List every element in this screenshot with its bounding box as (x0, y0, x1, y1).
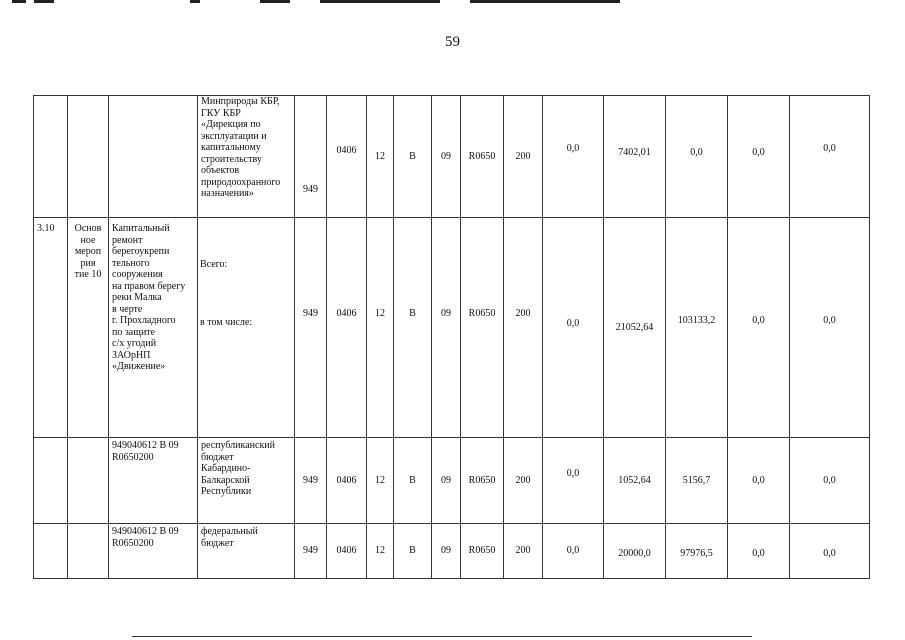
cs2-cell: В (394, 524, 432, 579)
row-status (68, 524, 109, 579)
rzpr-cell: 0406 (327, 218, 367, 438)
value-2023: 0,0 (790, 438, 870, 524)
value-2023: 0,0 (790, 96, 870, 218)
value-2019: 0,0 (543, 218, 604, 438)
row-executor: республиканский бюджет Кабардино- Балкарской Республики (198, 438, 295, 524)
cs2-cell: В (394, 438, 432, 524)
value-2019: 0,0 (543, 438, 604, 524)
value-2020: 20000,0 (604, 524, 666, 579)
row-name: 949040612 В 09 R0650200 (109, 438, 198, 524)
cs1-cell: 12 (367, 96, 394, 218)
row-name: 949040612 В 09 R0650200 (109, 524, 198, 579)
cs1-cell: 12 (367, 218, 394, 438)
row-status: Основ ное мероп рия тие 10 (68, 218, 109, 438)
grbs-cell: 949 (295, 96, 327, 218)
budget-table (33, 95, 870, 579)
value-2023: 0,0 (790, 524, 870, 579)
row-number: 3.10 (34, 218, 68, 438)
scan-artifact-top (0, 0, 905, 4)
footer-rule (132, 636, 752, 637)
cs4-cell: R0650 (461, 524, 504, 579)
table-row (34, 524, 870, 579)
value-2019: 0,0 (543, 524, 604, 579)
rzpr-cell: 0406 (327, 438, 367, 524)
vr-cell: 200 (504, 524, 543, 579)
value-2020: 21052,64 (604, 218, 666, 438)
cs4-cell: R0650 (461, 218, 504, 438)
row-name (109, 96, 198, 218)
row-number (34, 524, 68, 579)
table-row (34, 218, 870, 438)
row-name: Капитальный ремонт берегоукрепи тельного сооружения на правом берегу реки Малка в черте г. Прохладного по защите с/х угодий ЗАОрНП «Движение» (109, 218, 198, 438)
row-executor: федеральный бюджет (198, 524, 295, 579)
row-status (68, 438, 109, 524)
value-2020: 1052,64 (604, 438, 666, 524)
vr-cell: 200 (504, 438, 543, 524)
rzpr-cell: 0406 (327, 96, 367, 218)
value-2021: 103133,2 (666, 218, 728, 438)
value-2022: 0,0 (728, 96, 790, 218)
rzpr-cell: 0406 (327, 524, 367, 579)
cs1-cell: 12 (367, 438, 394, 524)
value-2019: 0,0 (543, 96, 604, 218)
row-executor (198, 218, 295, 438)
grbs-cell: 949 (295, 218, 327, 438)
row-status (68, 96, 109, 218)
value-2021: 5156,7 (666, 438, 728, 524)
executor-incl-label: в том числе: (200, 316, 253, 328)
cs2-cell: В (394, 96, 432, 218)
vr-cell: 200 (504, 218, 543, 438)
grbs-cell: 949 (295, 438, 327, 524)
table-row (34, 96, 870, 218)
value-2020: 7402,01 (604, 96, 666, 218)
row-number (34, 96, 68, 218)
cs3-cell: 09 (432, 96, 461, 218)
table-row (34, 438, 870, 524)
value-2022: 0,0 (728, 218, 790, 438)
executor-total-label: Всего: (200, 259, 228, 270)
row-executor: Минприроды КБР, ГКУ КБР «Дирекция по эксплуатации и капитальному строительству объектов природоохранного назначения» (198, 96, 295, 218)
value-2021: 0,0 (666, 96, 728, 218)
cs3-cell: 09 (432, 524, 461, 579)
value-2023: 0,0 (790, 218, 870, 438)
row-number (34, 438, 68, 524)
cs3-cell: 09 (432, 438, 461, 524)
page-number: 59 (445, 34, 460, 50)
value-2022: 0,0 (728, 438, 790, 524)
cs2-cell: В (394, 218, 432, 438)
value-2021: 97976,5 (666, 524, 728, 579)
grbs-cell: 949 (295, 524, 327, 579)
value-2022: 0,0 (728, 524, 790, 579)
vr-cell: 200 (504, 96, 543, 218)
cs3-cell: 09 (432, 218, 461, 438)
cs1-cell: 12 (367, 524, 394, 579)
cs4-cell: R0650 (461, 96, 504, 218)
cs4-cell: R0650 (461, 438, 504, 524)
